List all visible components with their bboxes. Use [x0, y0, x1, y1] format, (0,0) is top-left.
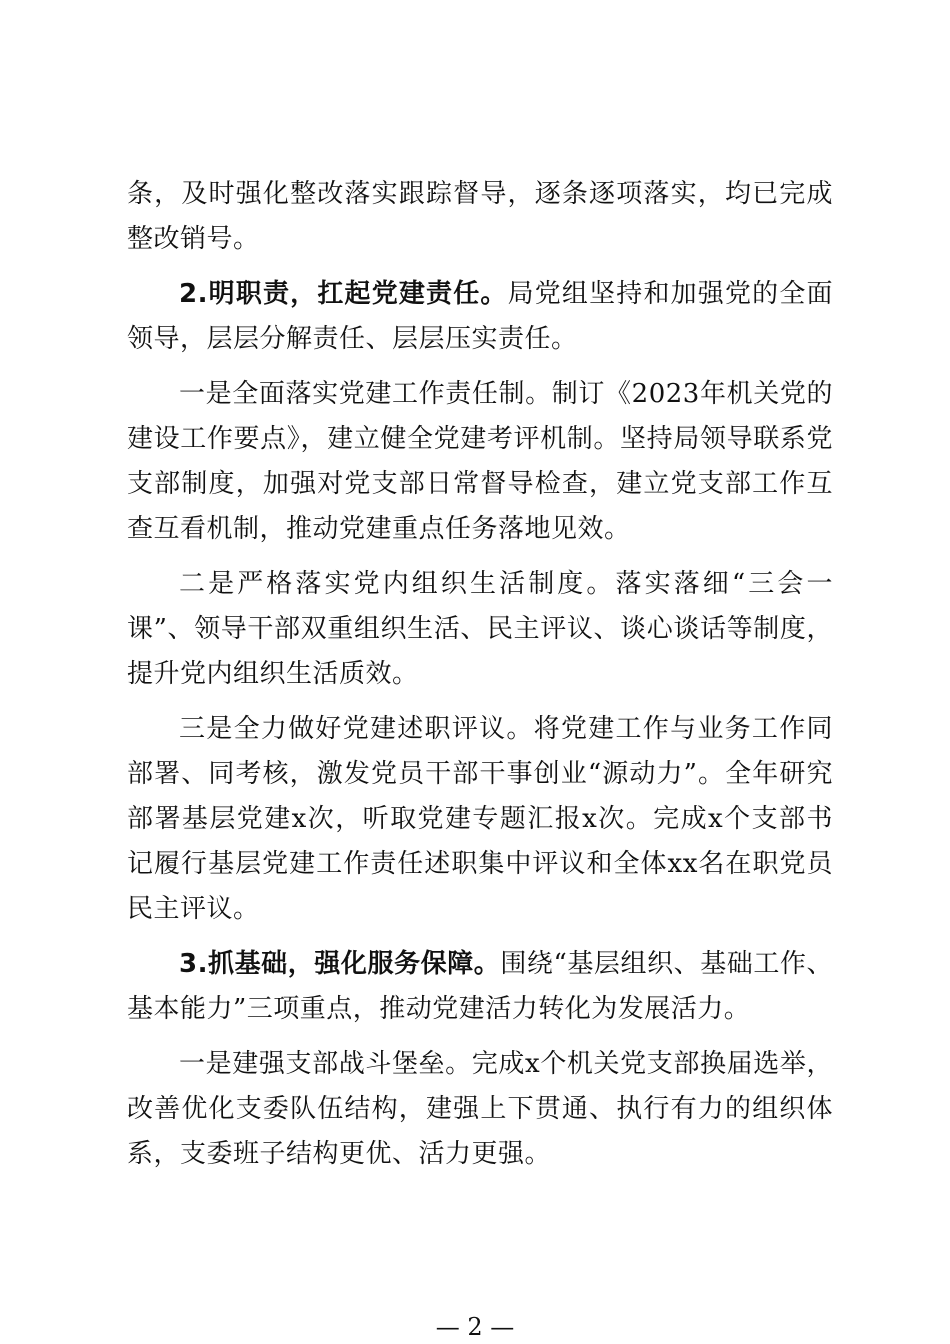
section-heading: 3.抓基础，强化服务保障。	[179, 949, 501, 979]
paragraph-text: 三是全力做好党建述职评议。将党建工作与业务工作同部署、同考核，激发党员干部干事创业“源动力”。全年研究部署基层党建x次，听取党建专题汇报x次。完成x个支部书记履行基层党建工作责任述职集中评议和全体xx名在职党员民主评议。	[127, 714, 833, 924]
paragraph-item-3	[127, 707, 833, 932]
page-number: — 2 —	[435, 1313, 515, 1341]
paragraph-text: 局党组坚持和加强党的全面领导，层层分解责任、层层压实责任。	[127, 279, 833, 354]
paragraph-section-3	[127, 942, 833, 1032]
paragraph-text: 围绕“基层组织、基础工作、基本能力”三项重点，推动党建活力转化为发展活力。	[127, 949, 834, 1024]
paragraph-section-2	[127, 272, 833, 362]
paragraph-text: 一是建强支部战斗堡垒。完成x个机关党支部换届选举，改善优化支委队伍结构，建强上下贯通、执行有力的组织体系，支委班子结构更优、活力更强。	[127, 1049, 833, 1169]
section-heading: 2.明职责，扛起党建责任。	[179, 279, 508, 309]
paragraph-item-4	[127, 1042, 833, 1177]
paragraph-item-1	[127, 372, 833, 552]
paragraph-text: 条，及时强化整改落实跟踪督导，逐条逐项落实，均已完成整改销号。	[127, 179, 833, 254]
paragraph-text: 一是全面落实党建工作责任制。制订《2023年机关党的建设工作要点》，建立健全党建考评机制。坚持局领导联系党支部制度，加强对党支部日常督导检查，建立党支部工作互查互看机制，推动党建重点任务落地见效。	[127, 379, 833, 544]
paragraph-continuation	[127, 172, 833, 262]
document-body	[127, 172, 833, 1187]
paragraph-item-2	[127, 562, 833, 697]
paragraph-text: 二是严格落实党内组织生活制度。落实落细“三会一课”、领导干部双重组织生活、民主评议、谈心谈话等制度，提升党内组织生活质效。	[127, 569, 833, 689]
